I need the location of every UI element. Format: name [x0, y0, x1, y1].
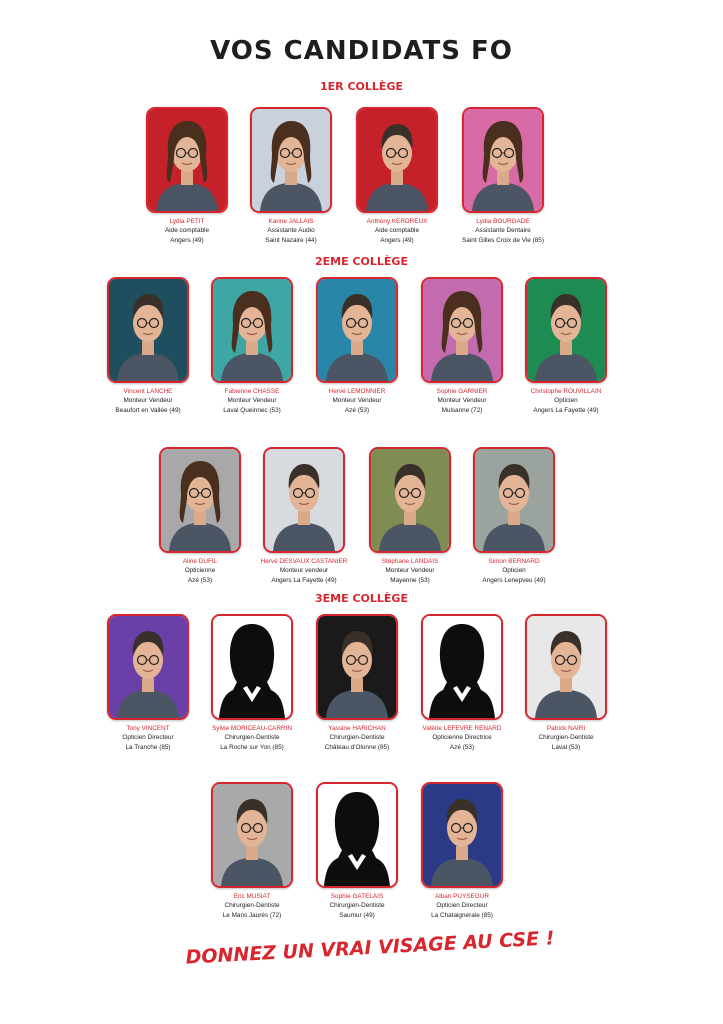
candidate-name: Sylvie MORICEAU-CARRIN — [212, 725, 292, 732]
candidate-name: Alban PUYSEGUR — [435, 893, 489, 900]
candidate-job: Opticienne Directrice — [432, 734, 492, 741]
candidate-photo — [263, 447, 345, 553]
candidate-card — [307, 782, 407, 922]
candidate-name: Aline DUFIL — [182, 558, 218, 565]
candidate-location: Azé (53) — [344, 407, 370, 415]
candidate-location: La Chataigneraie (85) — [431, 912, 493, 920]
candidate-job: Opticienne — [184, 567, 216, 574]
candidate-location: Laval Queinnec (53) — [223, 407, 281, 415]
candidate-card — [137, 107, 237, 247]
silhouette-placeholder-icon — [211, 614, 293, 720]
candidate-photo — [525, 614, 607, 720]
candidate-job: Aide comptable — [164, 227, 210, 234]
candidate-location: Azé (53) — [449, 744, 475, 752]
candidate-location: Mayenne (53) — [390, 577, 430, 585]
candidate-card — [360, 447, 460, 587]
candidate-photo — [316, 614, 398, 720]
candidate-card — [254, 447, 354, 587]
candidate-location: Angers (49) — [380, 237, 414, 245]
candidate-name: Simon BERNARD — [488, 558, 540, 565]
candidate-name: Sophie GATELAIS — [330, 893, 384, 900]
candidate-name: Hervé DESVAUX CASTANIER — [260, 558, 348, 565]
candidate-location: Saint Gilles Croix de Vie (85) — [462, 237, 544, 245]
candidate-name: Valérie LEFEVRE RENARD — [422, 725, 502, 732]
college-1-heading: 1ER COLLÈGE — [320, 80, 403, 93]
candidate-photo — [159, 447, 241, 553]
candidate-card — [412, 277, 512, 417]
candidate-location: Saint Nazaire (44) — [265, 237, 317, 245]
candidate-card — [98, 614, 198, 754]
slogan: DONNEZ UN VRAI VISAGE AU CSE ! — [185, 927, 555, 969]
college-3-heading: 3EME COLLÈGE — [315, 592, 408, 605]
candidate-location: Mulsanne (72) — [441, 407, 483, 415]
candidate-location: Azé (53) — [187, 577, 213, 585]
candidate-job: Chirurgien-Dentiste — [329, 902, 385, 909]
candidate-photo — [146, 107, 228, 213]
candidate-card — [453, 107, 553, 247]
page-title: VOS CANDIDATS FO — [210, 36, 513, 66]
candidate-location: Beaufort en Vallée (49) — [115, 407, 181, 415]
candidate-card — [412, 614, 512, 754]
candidate-name: Tony VINCENT — [126, 725, 170, 732]
candidate-name: Stéphane LANDAIS — [381, 558, 439, 565]
candidate-name: Vincent LANCHE — [123, 388, 173, 395]
candidate-name: Sophie GARNIER — [436, 388, 488, 395]
silhouette-placeholder-icon — [316, 782, 398, 888]
candidate-card — [464, 447, 564, 587]
candidate-photo — [525, 277, 607, 383]
candidate-job: Chirurgien-Dentiste — [329, 734, 385, 741]
candidate-location: Saumur (49) — [339, 912, 375, 920]
candidate-name: Lydia BOURGADE — [476, 218, 530, 225]
candidate-name: Anthony KERDREUX — [366, 218, 428, 225]
candidate-card — [241, 107, 341, 247]
candidate-card — [516, 277, 616, 417]
candidate-name: Hervé LEMONNIER — [328, 388, 386, 395]
candidate-card — [307, 277, 407, 417]
candidate-location: Angers (49) — [170, 237, 204, 245]
candidate-photo — [316, 277, 398, 383]
candidate-name: Yassine HARICHAN — [328, 725, 386, 732]
candidate-card — [412, 782, 512, 922]
candidate-location: Angers La Fayette (49) — [271, 577, 337, 585]
candidate-job: Aide comptable — [374, 227, 420, 234]
candidate-job: Assistante Audio — [267, 227, 315, 234]
candidate-job: Monteur Vendeur — [385, 567, 435, 574]
candidate-card — [347, 107, 447, 247]
candidate-card — [516, 614, 616, 754]
candidate-card — [202, 277, 302, 417]
candidate-job: Monteur vendeur — [279, 567, 329, 574]
candidate-job: Opticien Directeur — [122, 734, 174, 741]
candidate-name: Christophe ROUVILLAIN — [530, 388, 602, 395]
silhouette-placeholder-icon — [421, 614, 503, 720]
candidate-name: Patrick NAIRI — [546, 725, 586, 732]
candidate-job: Chirurgien-Dentiste — [538, 734, 594, 741]
candidate-photo — [462, 107, 544, 213]
candidate-location: Angers La Fayette (49) — [533, 407, 599, 415]
candidate-location: Laval (53) — [551, 744, 581, 752]
candidate-job: Monteur Vendeur — [437, 397, 487, 404]
candidate-photo — [473, 447, 555, 553]
candidate-job: Assistante Dentaire — [475, 227, 531, 234]
candidate-photo — [211, 277, 293, 383]
candidate-location: Angers Lenepveu (49) — [482, 577, 546, 585]
candidate-name: Fabienne CHASSE — [224, 388, 280, 395]
candidate-photo — [421, 277, 503, 383]
candidate-location: La Tranche (85) — [125, 744, 171, 752]
candidate-job: Opticien Directeur — [436, 902, 488, 909]
candidate-photo — [356, 107, 438, 213]
candidate-photo — [369, 447, 451, 553]
candidate-card — [202, 614, 302, 754]
candidate-photo — [107, 277, 189, 383]
candidate-job: Monteur Vendeur — [227, 397, 277, 404]
candidate-location: La Roche sur Yon (85) — [220, 744, 284, 752]
candidate-job: Monteur Vendeur — [123, 397, 173, 404]
college-2-heading: 2EME COLLÈGE — [315, 255, 408, 268]
candidate-job: Opticien — [554, 397, 578, 404]
candidate-job: Chirurgien-Dentiste — [224, 902, 280, 909]
candidate-job: Monteur Vendeur — [332, 397, 382, 404]
candidate-card — [202, 782, 302, 922]
candidate-job: Opticien — [502, 567, 526, 574]
candidate-name: Eric MUSIAT — [233, 893, 271, 900]
candidate-name: Karine JALLAIS — [268, 218, 314, 225]
candidate-job: Chirurgien-Dentiste — [224, 734, 280, 741]
candidate-photo — [250, 107, 332, 213]
candidate-photo — [421, 782, 503, 888]
candidate-photo — [211, 782, 293, 888]
candidate-photo — [107, 614, 189, 720]
candidate-location: Le Mans Jaurès (72) — [222, 912, 282, 920]
candidate-card — [98, 277, 198, 417]
candidate-card — [150, 447, 250, 587]
candidate-card — [307, 614, 407, 754]
candidate-location: Château d'Olonne (85) — [324, 744, 390, 752]
candidate-name: Lydia PETIT — [169, 218, 205, 225]
